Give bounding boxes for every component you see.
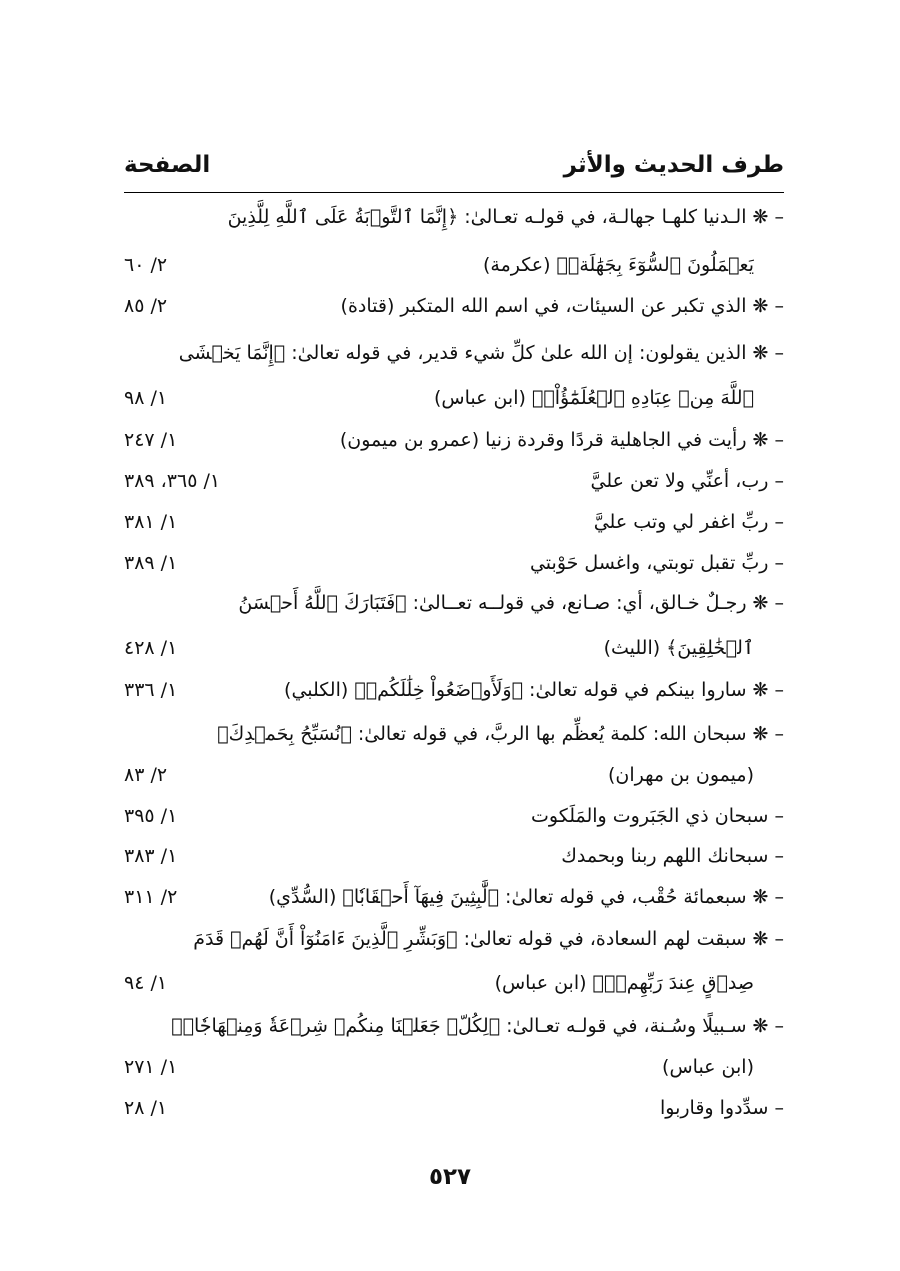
header-divider — [124, 192, 784, 193]
entry-line: صِدۡقٍ عِندَ رَبِّهِمۡۗ﴾ (ابن عباس) — [494, 972, 754, 994]
page-reference: ١/ ٣٩٥ — [124, 805, 178, 827]
table-header — [124, 152, 784, 188]
page-reference: ١/ ٩٤ — [124, 972, 168, 994]
entry-line: – سبحان ذي الجَبَروت والمَلَكوت — [531, 805, 784, 827]
page-reference: ٢/ ٨٥ — [124, 295, 168, 317]
page-reference: ٢/ ٨٣ — [124, 764, 168, 786]
entry-line: – ❋ الـدنيا كلهـا جهالـة، في قولـه تعـالىٰ: ﴿إِنَّمَا ٱلتَّوۡبَةُ عَلَى ٱللَّهِ لِلَّذِينَ — [227, 206, 784, 228]
entry-line: ٱللَّهَ مِنۡ عِبَادِهِ ٱلۡعُلَمَٰٓؤُاْۗ﴾ (ابن عباس) — [433, 387, 754, 409]
page-reference: ١/ ٤٢٨ — [124, 637, 178, 659]
entry-line: – ❋ رأيت في الجاهلية قردًا وقردة زنيا (عمرو بن ميمون) — [339, 429, 784, 451]
column-title-page: الصفحة — [124, 152, 211, 178]
page-number: ٥٢٧ — [428, 1164, 472, 1190]
entry-line: (ابن عباس) — [662, 1056, 754, 1078]
entry-line: – ❋ الذي تكبر عن السيئات، في اسم الله المتكبر (قتادة) — [340, 295, 784, 317]
page-reference: ٢/ ٣١١ — [124, 886, 178, 908]
page-reference: ١/ ٣٨١ — [124, 511, 178, 533]
entry-line: – ❋ ساروا بينكم في قوله تعالىٰ: ﴿وَلَأَوۡضَعُواْ خِلَٰلَكُمۡ﴾ (الكلبي) — [284, 679, 784, 701]
entry-line: – ❋ سـبيلًا وسُـنة، في قولـه تعـالىٰ: ﴿لِكُلّٖ جَعَلۡنَا مِنكُمۡ شِرۡعَةٗ وَمِنۡهَاجٗاۚ﴾ — [171, 1015, 784, 1037]
entry-line: – رب، أعنِّي ولا تعن عليَّ — [590, 470, 784, 492]
page-reference: ١/ ٣٣٦ — [124, 679, 178, 701]
page-reference: ١/ ٩٨ — [124, 387, 168, 409]
page-reference: ١/ ٣٨٣ — [124, 845, 178, 867]
entry-line: – سبحانك اللهم ربنا وبحمدك — [561, 845, 784, 867]
entry-line: – ❋ الذين يقولون: إن الله علىٰ كلِّ شيء قدير، في قوله تعالىٰ: ﴿إِنَّمَا يَخۡشَى — [178, 342, 784, 364]
page-reference: ١/ ٢٤٧ — [124, 429, 178, 451]
page-reference: ١/ ٣٨٩ — [124, 552, 178, 574]
entry-line: – ❋ سبقت لهم السعادة، في قوله تعالىٰ: ﴿وَبَشِّرِ ٱلَّذِينَ ءَامَنُوٓاْ أَنَّ لَهُمۡ قَدَمَ — [193, 928, 784, 950]
entry-line: يَعۡمَلُونَ ٱلسُّوٓءَ بِجَهَٰلَةٖ﴾ (عكرمة) — [482, 254, 754, 276]
entry-line: ٱلۡخَٰلِقِينَ﴾ (الليث) — [603, 637, 754, 659]
page-reference: ١/ ٢٨ — [124, 1097, 168, 1119]
entry-line: – سدِّدوا وقاربوا — [660, 1097, 784, 1119]
entry-line: (ميمون بن مهران) — [608, 764, 754, 786]
entry-line: – ربِّ اغفر لي وتب عليَّ — [593, 511, 784, 533]
entry-line: – ❋ رجـلٌ خـالق، أي: صـانع، في قولــه تعــالىٰ: ﴿فَتَبَارَكَ ٱللَّهُ أَحۡسَنُ — [238, 592, 784, 614]
page-reference: ٢/ ٦٠ — [124, 254, 168, 276]
column-title-hadith: طرف الحديث والأثر — [563, 152, 784, 178]
entry-line: – ❋ سبحان الله: كلمة يُعظِّم بها الربَّ، في قوله تعالىٰ: ﴿نُسَبِّحُ بِحَمۡدِكَ﴾ — [217, 723, 784, 745]
page-reference: ١/ ٣٦٥، ٣٨٩ — [124, 470, 221, 492]
entry-line: – ربِّ تقبل توبتي، واغسل حَوْبتي — [529, 552, 784, 574]
page-reference: ١/ ٢٧١ — [124, 1056, 178, 1078]
entry-line: – ❋ سبعمائة حُقْب، في قوله تعالىٰ: ﴿لَّٰبِثِينَ فِيهَآ أَحۡقَابٗا﴾ (السُّدِّي) — [268, 886, 784, 908]
